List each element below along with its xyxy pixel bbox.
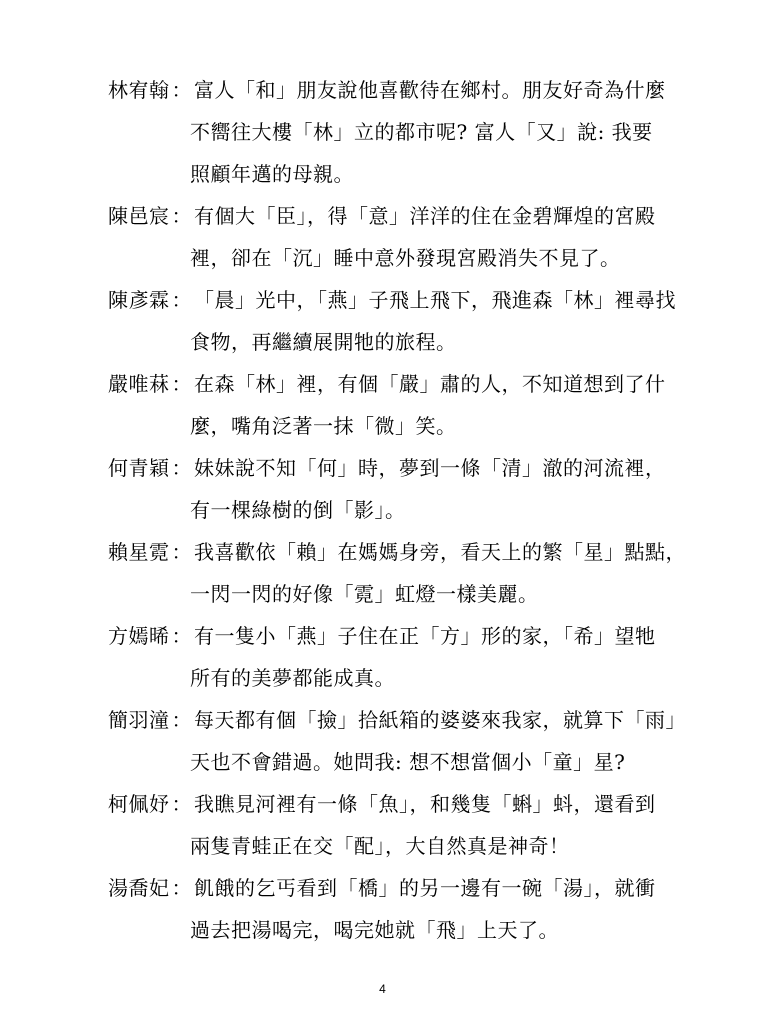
entry-line-1 xyxy=(108,456,666,480)
student-name: 賴星霓 xyxy=(108,540,170,564)
entry-line-1 xyxy=(108,624,656,648)
sentence-continuation: 照顧年邁的母親。 xyxy=(190,162,354,186)
name-separator: ： xyxy=(171,456,192,480)
student-name: 方嫣晞 xyxy=(108,624,170,648)
sentence-text: 我瞧見河裡有一條「魚」，和幾隻「蝌」蚪，還看到 xyxy=(194,792,656,816)
sentence-continuation: 裡，卻在「沉」睡中意外發現宮殿消失不見了。 xyxy=(190,246,621,270)
sentence-text: 有個大「臣」，得「意」洋洋的住在金碧輝煌的宮殿 xyxy=(194,204,656,228)
sentence-continuation: 一閃一閃的好像「霓」虹燈一樣美麗。 xyxy=(190,582,539,606)
student-name: 陳邑宸 xyxy=(108,204,170,228)
sentence-continuation: 食物，再繼續展開牠的旅程。 xyxy=(190,330,457,354)
entry-line-1 xyxy=(108,204,656,228)
entry-line-1 xyxy=(108,792,656,816)
name-separator: ： xyxy=(171,204,192,228)
student-name: 簡羽潼 xyxy=(108,708,170,732)
name-separator: ： xyxy=(171,288,192,312)
sentence-text: 有一隻小「燕」子住在正「方」形的家，「希」望牠 xyxy=(194,624,656,648)
name-separator: ： xyxy=(171,78,192,102)
student-name: 陳彥霖 xyxy=(108,288,170,312)
sentence-continuation: 不嚮往大樓「林」立的都市呢? 富人「又」說: 我要 xyxy=(190,120,653,144)
entry-line-1 xyxy=(108,372,666,396)
sentence-continuation: 兩隻青蛙正在交「配」，大自然真是神奇！ xyxy=(190,834,570,858)
name-separator: ： xyxy=(171,540,192,564)
sentence-text: 每天都有個「撿」拾紙箱的婆婆來我家，就算下「雨」 xyxy=(194,708,686,732)
sentence-continuation: 過去把湯喝完，喝完她就「飛」上天了。 xyxy=(190,918,559,942)
student-name: 何青穎 xyxy=(108,456,170,480)
entry-line-1 xyxy=(108,708,686,732)
name-separator: ： xyxy=(171,708,192,732)
sentence-text: 富人「和」朋友說他喜歡待在鄉村。朋友好奇為什麼 xyxy=(194,78,666,102)
name-separator: ： xyxy=(171,624,192,648)
sentence-continuation: 天也不會錯過。她問我: 想不想當個小「童」星? xyxy=(190,750,626,774)
name-separator: ： xyxy=(171,792,192,816)
name-separator: ： xyxy=(171,876,192,900)
sentence-text: 飢餓的乞丐看到「橋」的另一邊有一碗「湯」，就衝 xyxy=(194,876,656,900)
student-name: 柯佩妤 xyxy=(108,792,170,816)
entry-line-1 xyxy=(108,288,676,312)
sentence-continuation: 有一棵綠樹的倒「影」。 xyxy=(190,498,406,522)
entry-line-1 xyxy=(108,78,666,102)
sentence-text: 在森「林」裡，有個「嚴」肅的人，不知道想到了什 xyxy=(194,372,666,396)
sentence-text: 妹妹說不知「何」時，夢到一條「清」澈的河流裡， xyxy=(194,456,666,480)
sentence-text: 「晨」光中，「燕」子飛上飛下，飛進森「林」裡尋找 xyxy=(194,288,676,312)
student-name: 湯喬妃 xyxy=(108,876,170,900)
entry-line-1 xyxy=(108,540,686,564)
sentence-continuation: 麼，嘴角泛著一抹「微」笑。 xyxy=(190,414,457,438)
page-number: 4 xyxy=(379,982,386,996)
sentence-text: 我喜歡依「賴」在媽媽身旁，看天上的繁「星」點點， xyxy=(194,540,686,564)
name-separator: ： xyxy=(171,372,192,396)
student-name: 嚴唯菻 xyxy=(108,372,170,396)
entry-line-1 xyxy=(108,876,656,900)
sentence-continuation: 所有的美夢都能成真。 xyxy=(190,666,395,690)
student-name: 林宥翰 xyxy=(108,78,170,102)
